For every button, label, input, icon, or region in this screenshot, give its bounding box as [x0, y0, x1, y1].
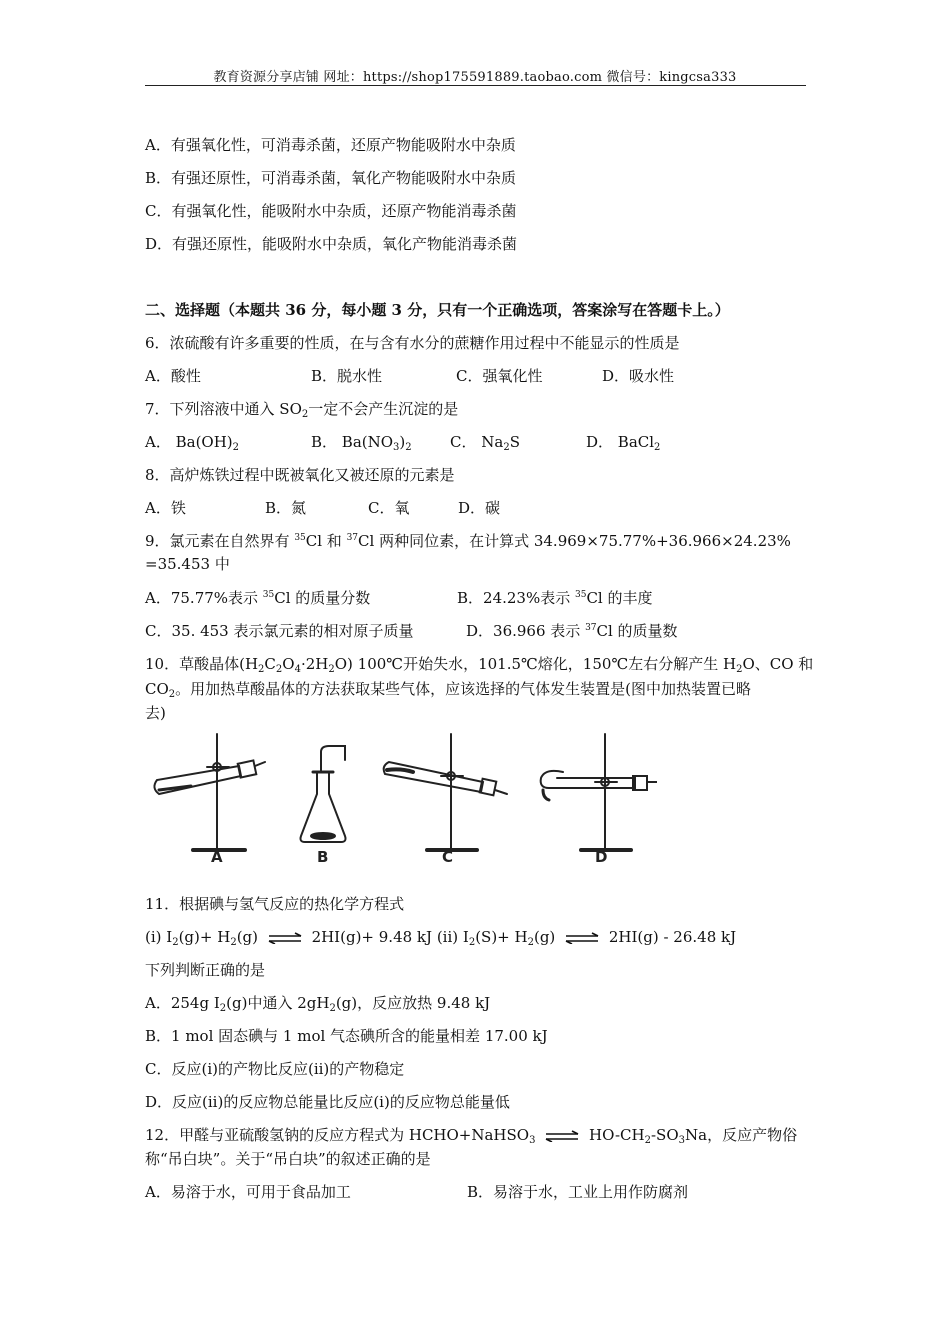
q7-option-d: D． BaCl$_2$	[586, 433, 661, 453]
q10-apparatus-figure	[145, 732, 657, 872]
apparatus-b	[301, 746, 346, 842]
q9-option-d: D．36.966 表示 $^{37}$Cl 的质量数	[466, 622, 678, 640]
q6-option-c: C．强氧化性	[456, 367, 543, 385]
apparatus-a	[154, 734, 265, 850]
q11-option-b: B．1 mol 固态碘与 1 mol 气态碘所含的能量相差 17.00 kJ	[145, 1027, 548, 1045]
equilibrium-arrow-icon	[564, 932, 600, 944]
q8-option-a: A．铁	[145, 499, 186, 517]
q9-stem-line2: =35.453 中	[145, 555, 230, 573]
q7-option-a: A． $Ba(OH)_2$	[145, 433, 240, 453]
q9-option-a: A．75.77%表示 $^{35}$Cl 的质量分数	[145, 589, 371, 607]
page-header: 教育资源分享店铺 网址：https://shop175591889.taobao.com 微信号：kingcsa333	[213, 70, 737, 85]
q11-stem: 11．根据碘与氢气反应的热化学方程式	[145, 895, 405, 913]
q9-option-c: C．35. 453 表示氯元素的相对原子质量	[145, 622, 414, 640]
q11-option-c: C．反应(i)的产物比反应(ii)的产物稳定	[145, 1060, 405, 1078]
header-rule	[145, 85, 806, 86]
equilibrium-arrow-icon	[267, 932, 303, 944]
q8-stem: 8．高炉炼铁过程中既被氧化又被还原的元素是	[145, 466, 455, 484]
q12-option-b: B．易溶于水，工业上用作防腐剂	[467, 1183, 689, 1201]
q7-stem: 7．下列溶液中通入 $SO_2$一定不会产生沉淀的是	[145, 400, 459, 420]
q9-stem: 9．氯元素在自然界有 $^{35}$Cl 和 $^{37}$Cl 两种同位素，在计算式 34.969×75.77%+36.966×24.23%	[145, 532, 791, 550]
q11-option-a: A．254g $I_2(g)$中通入 $2gH_2(g)$，反应放热 9.48 kJ	[145, 994, 491, 1014]
q11-judge: 下列判断正确的是	[145, 961, 266, 979]
q5-option-b: B．有强还原性，可消毒杀菌，氧化产物能吸附水中杂质	[145, 169, 517, 187]
q11-equations: (i) $I_2(g)+ H_2(g)$ 2HI(g)+ 9.48 kJ (ii) $I_2(S)+ H_2(g)$ 2HI(g) - 26.48 kJ	[145, 928, 737, 948]
q8-option-b: B．氮	[265, 499, 307, 517]
apparatus-label-b: B	[317, 848, 329, 866]
q7-option-c: C． $Na_2S$	[450, 433, 520, 453]
q12-stem-line2: 称“吊白块”。关于“吊白块”的叙述正确的是	[145, 1150, 431, 1168]
q9-option-b: B．24.23%表示 $^{35}$Cl 的丰度	[457, 589, 653, 607]
q12-stem-line1: 12．甲醛与亚硫酸氢钠的反应方程式为 HCHO+NaHSO$_3$ $HO-CH_2-SO_3Na$，反应产物俗	[145, 1126, 798, 1146]
apparatus-label-a: A	[211, 848, 223, 866]
q6-stem: 6．浓硫酸有许多重要的性质，在与含有水分的蔗糖作用过程中不能显示的性质是	[145, 334, 680, 352]
q10-stem-line3: 去)	[145, 704, 166, 722]
q11-option-d: D．反应(ii)的反应物总能量比反应(i)的反应物总能量低	[145, 1093, 510, 1111]
apparatus-label-d: D	[595, 848, 608, 866]
q5-option-d: D．有强还原性，能吸附水中杂质，氧化产物能消毒杀菌	[145, 235, 518, 253]
q10-stem-line2: $CO_2$。用加热草酸晶体的方法获取某些气体，应该选择的气体发生装置是(图中加热装置已略	[145, 680, 752, 700]
apparatus-d	[541, 734, 657, 850]
q6-option-b: B．脱水性	[311, 367, 383, 385]
q8-option-c: C．氧	[368, 499, 410, 517]
q10-stem-line1: 10．草酸晶体$(H_2C_2O_4\cdot 2H_2O)$ 100℃开始失水，101.5℃熔化，150℃左右分解产生 $H_2O$、CO 和	[145, 655, 814, 675]
q6-option-d: D．吸水性	[602, 367, 675, 385]
apparatus-label-c: C	[442, 848, 454, 866]
apparatus-c	[384, 734, 507, 850]
q12-option-a: A．易溶于水，可用于食品加工	[145, 1183, 351, 1201]
q8-option-d: D．碳	[458, 499, 501, 517]
q7-option-b: B． $Ba(NO_3)_2$	[311, 433, 412, 453]
q6-option-a: A．酸性	[145, 367, 201, 385]
q5-option-c: C．有强氧化性，能吸附水中杂质，还原产物能消毒杀菌	[145, 202, 517, 220]
section-2-title: 二、选择题（本题共 36 分，每小题 3 分，只有一个正确选项，答案涂写在答题卡上。）	[145, 301, 730, 319]
q5-option-a: A．有强氧化性，可消毒杀菌，还原产物能吸附水中杂质	[145, 136, 516, 154]
equilibrium-arrow-icon	[544, 1130, 580, 1142]
